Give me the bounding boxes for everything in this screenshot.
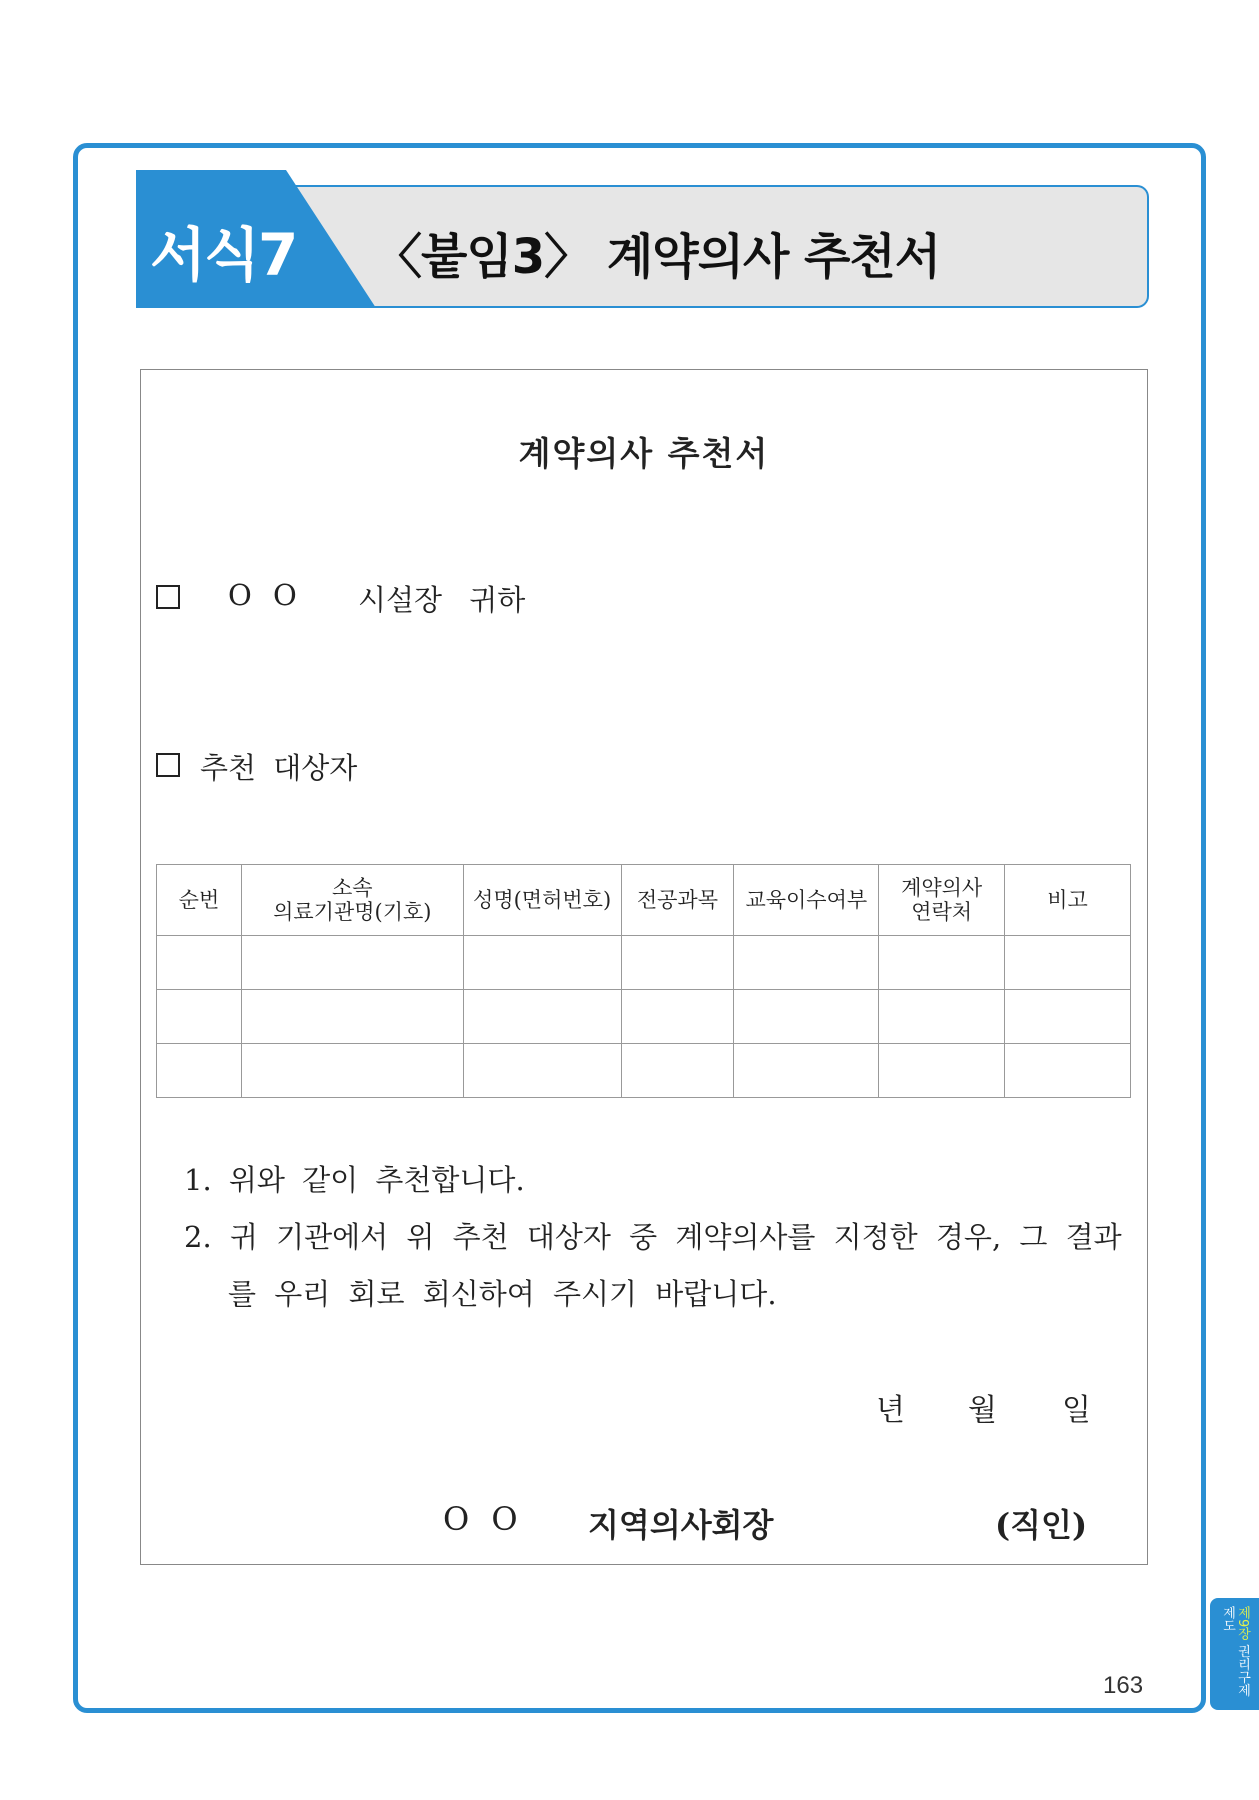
header-contact — [879, 865, 1005, 936]
document-title: 계약의사 추천서 — [518, 434, 770, 473]
table-cell[interactable] — [463, 1044, 621, 1098]
table-cell[interactable] — [879, 936, 1005, 990]
header-remarks-label: 비고 — [1047, 887, 1088, 912]
table-cell[interactable] — [1005, 1044, 1131, 1098]
header-specialty-label: 전공과목 — [636, 887, 719, 912]
table-cell[interactable] — [463, 936, 621, 990]
seal-label: (직인) — [995, 1506, 1088, 1544]
header-training — [734, 865, 879, 936]
header-affiliation — [241, 865, 463, 936]
table-cell[interactable] — [734, 1044, 879, 1098]
table-cell[interactable] — [879, 990, 1005, 1044]
table-cell[interactable] — [157, 990, 242, 1044]
table-cell[interactable] — [621, 936, 734, 990]
signature-placeholder: O O — [443, 1500, 524, 1538]
addressee-checkbox[interactable] — [156, 585, 180, 609]
table-cell[interactable] — [734, 936, 879, 990]
header-name-license — [463, 865, 621, 936]
table-row — [157, 1044, 1131, 1098]
header-contact-label: 계약의사 연락처 — [901, 875, 983, 924]
table-row — [157, 936, 1131, 990]
table-cell[interactable] — [1005, 936, 1131, 990]
form-number-label: 서식7 — [150, 221, 297, 289]
form-title: 〈붙임3〉 계약의사 추천서 — [374, 229, 941, 285]
header-name-license-label: 성명(면허번호) — [473, 887, 612, 912]
table-cell[interactable] — [621, 990, 734, 1044]
header-specialty — [621, 865, 734, 936]
table-cell[interactable] — [157, 936, 242, 990]
signature-title: 지역의사회장 — [588, 1506, 774, 1544]
header-no — [157, 865, 242, 936]
table-cell[interactable] — [621, 1044, 734, 1098]
header-remarks — [1005, 865, 1131, 936]
date-month: 월 — [968, 1393, 997, 1428]
chapter-tab-label — [1218, 1606, 1250, 1702]
recommendation-table — [156, 864, 1131, 1098]
chapter-section: 권리구제제도 — [1220, 1606, 1250, 1697]
table-cell[interactable] — [879, 1044, 1005, 1098]
date-day: 일 — [1062, 1393, 1091, 1428]
table-cell[interactable] — [241, 936, 463, 990]
table-cell[interactable] — [241, 990, 463, 1044]
table-cell[interactable] — [241, 1044, 463, 1098]
recommend-target-label: 추천 대상자 — [200, 751, 358, 785]
table-cell[interactable] — [157, 1044, 242, 1098]
page-number: 163 — [1103, 1672, 1144, 1699]
recommend-target-checkbox[interactable] — [156, 753, 180, 777]
table-row — [157, 990, 1131, 1044]
addressee-placeholder: O O — [228, 578, 303, 612]
chapter-number: 제9장 — [1235, 1606, 1250, 1641]
note-2: 2. 귀 기관에서 위 추천 대상자 중 계약의사를 지정한 경우, 그 결과 — [184, 1220, 1122, 1254]
header-no-label: 순번 — [178, 887, 220, 912]
table-cell[interactable] — [734, 990, 879, 1044]
header-training-label: 교육이수여부 — [745, 887, 868, 912]
date-year: 년 — [876, 1393, 905, 1428]
note-1: 1. 위와 같이 추천합니다. — [184, 1163, 525, 1197]
table-cell[interactable] — [1005, 990, 1131, 1044]
note-2-continued: 를 우리 회로 회신하여 주시기 바랍니다. — [228, 1277, 777, 1311]
header-affiliation-label: 소속 의료기관명(기호) — [273, 875, 432, 924]
addressee-label: 시설장 귀하 — [358, 583, 526, 617]
table-cell[interactable] — [463, 990, 621, 1044]
table-header-row — [157, 865, 1131, 936]
